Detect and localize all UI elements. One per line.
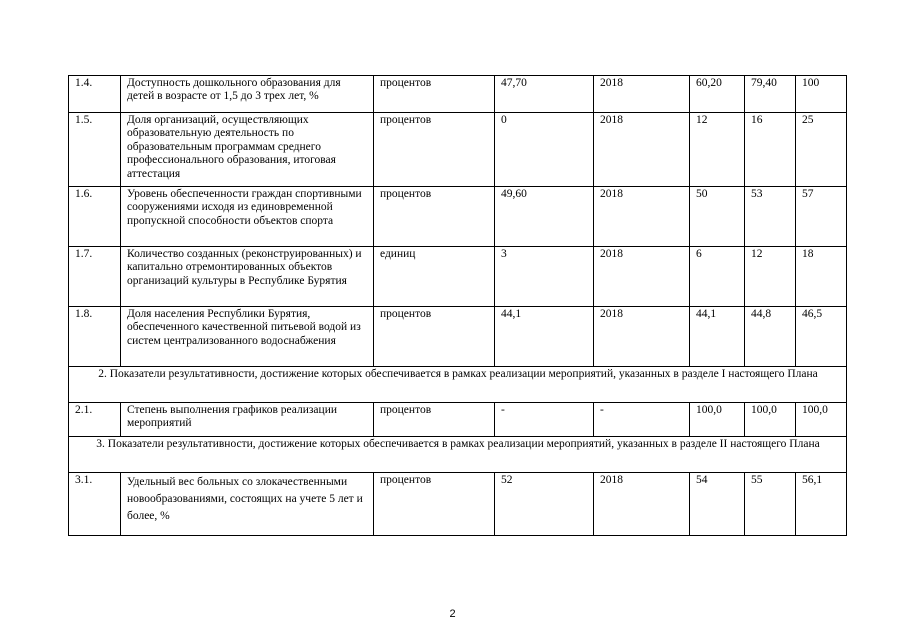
cell-unit: процентов [374,403,495,437]
indicators-table [68,75,847,536]
cell-v2: 55 [745,473,796,536]
cell-year: 2018 [594,247,690,307]
section-heading-3: 3. Показатели результативности, достижение которых обеспечивается в рамках реализации мероприятий, указанных в разделе II настоящего Плана [69,437,847,473]
cell-v3: 56,1 [796,473,847,536]
cell-name: Доля населения Республики Бурятия, обеспеченного качественной питьевой водой из систем централизованного водоснабжения [121,307,374,367]
cell-year: 2018 [594,113,690,187]
cell-v3: 46,5 [796,307,847,367]
cell-v1: 60,20 [690,76,745,113]
cell-v2: 44,8 [745,307,796,367]
cell-base: 52 [495,473,594,536]
cell-v1: 54 [690,473,745,536]
cell-v1: 6 [690,247,745,307]
cell-num: 3.1. [69,473,121,536]
cell-num: 1.5. [69,113,121,187]
cell-unit: процентов [374,76,495,113]
cell-name: Доля организаций, осуществляющих образовательную деятельность по образовательным программам среднего профессионального образования, итоговая аттестация [121,113,374,187]
cell-name: Доступность дошкольного образования для детей в возрасте от 1,5 до 3 трех лет, % [121,76,374,113]
cell-v2: 79,40 [745,76,796,113]
section-row [69,437,847,473]
section-row [69,367,847,403]
cell-year: 2018 [594,76,690,113]
cell-num: 1.6. [69,187,121,247]
cell-v3: 18 [796,247,847,307]
cell-v2: 16 [745,113,796,187]
cell-base: 3 [495,247,594,307]
cell-base: 49,60 [495,187,594,247]
cell-base: - [495,403,594,437]
cell-name: Количество созданных (реконструированных) и капитально отремонтированных объектов организаций культуры в Республике Бурятия [121,247,374,307]
page-number: 2 [449,608,456,620]
cell-year: 2018 [594,473,690,536]
cell-v2: 53 [745,187,796,247]
cell-v3: 100 [796,76,847,113]
cell-v3: 25 [796,113,847,187]
cell-v3: 57 [796,187,847,247]
table-row [69,113,847,187]
table-row [69,307,847,367]
cell-year: 2018 [594,187,690,247]
table-row [69,473,847,536]
cell-base: 0 [495,113,594,187]
table-row [69,403,847,437]
cell-name: Степень выполнения графиков реализации мероприятий [121,403,374,437]
cell-name: Уровень обеспеченности граждан спортивными сооружениями исходя из единовременной пропускной способности объектов спорта [121,187,374,247]
cell-unit: процентов [374,113,495,187]
cell-year: 2018 [594,307,690,367]
cell-v1: 12 [690,113,745,187]
table-row [69,247,847,307]
cell-num: 2.1. [69,403,121,437]
table-row [69,187,847,247]
cell-v2: 12 [745,247,796,307]
table-row [69,76,847,113]
cell-unit: процентов [374,307,495,367]
cell-name: Удельный вес больных со злокачественными новообразованиями, состоящих на учете 5 лет и более, % [121,473,374,536]
cell-num: 1.4. [69,76,121,113]
cell-v3: 100,0 [796,403,847,437]
cell-num: 1.8. [69,307,121,367]
section-heading-2: 2. Показатели результативности, достижение которых обеспечивается в рамках реализации мероприятий, указанных в разделе I настоящего Плана [69,367,847,403]
cell-v2: 100,0 [745,403,796,437]
cell-v1: 50 [690,187,745,247]
cell-unit: процентов [374,187,495,247]
cell-base: 47,70 [495,76,594,113]
cell-year: - [594,403,690,437]
cell-unit: единиц [374,247,495,307]
cell-unit: процентов [374,473,495,536]
cell-v1: 100,0 [690,403,745,437]
cell-v1: 44,1 [690,307,745,367]
cell-num: 1.7. [69,247,121,307]
cell-base: 44,1 [495,307,594,367]
